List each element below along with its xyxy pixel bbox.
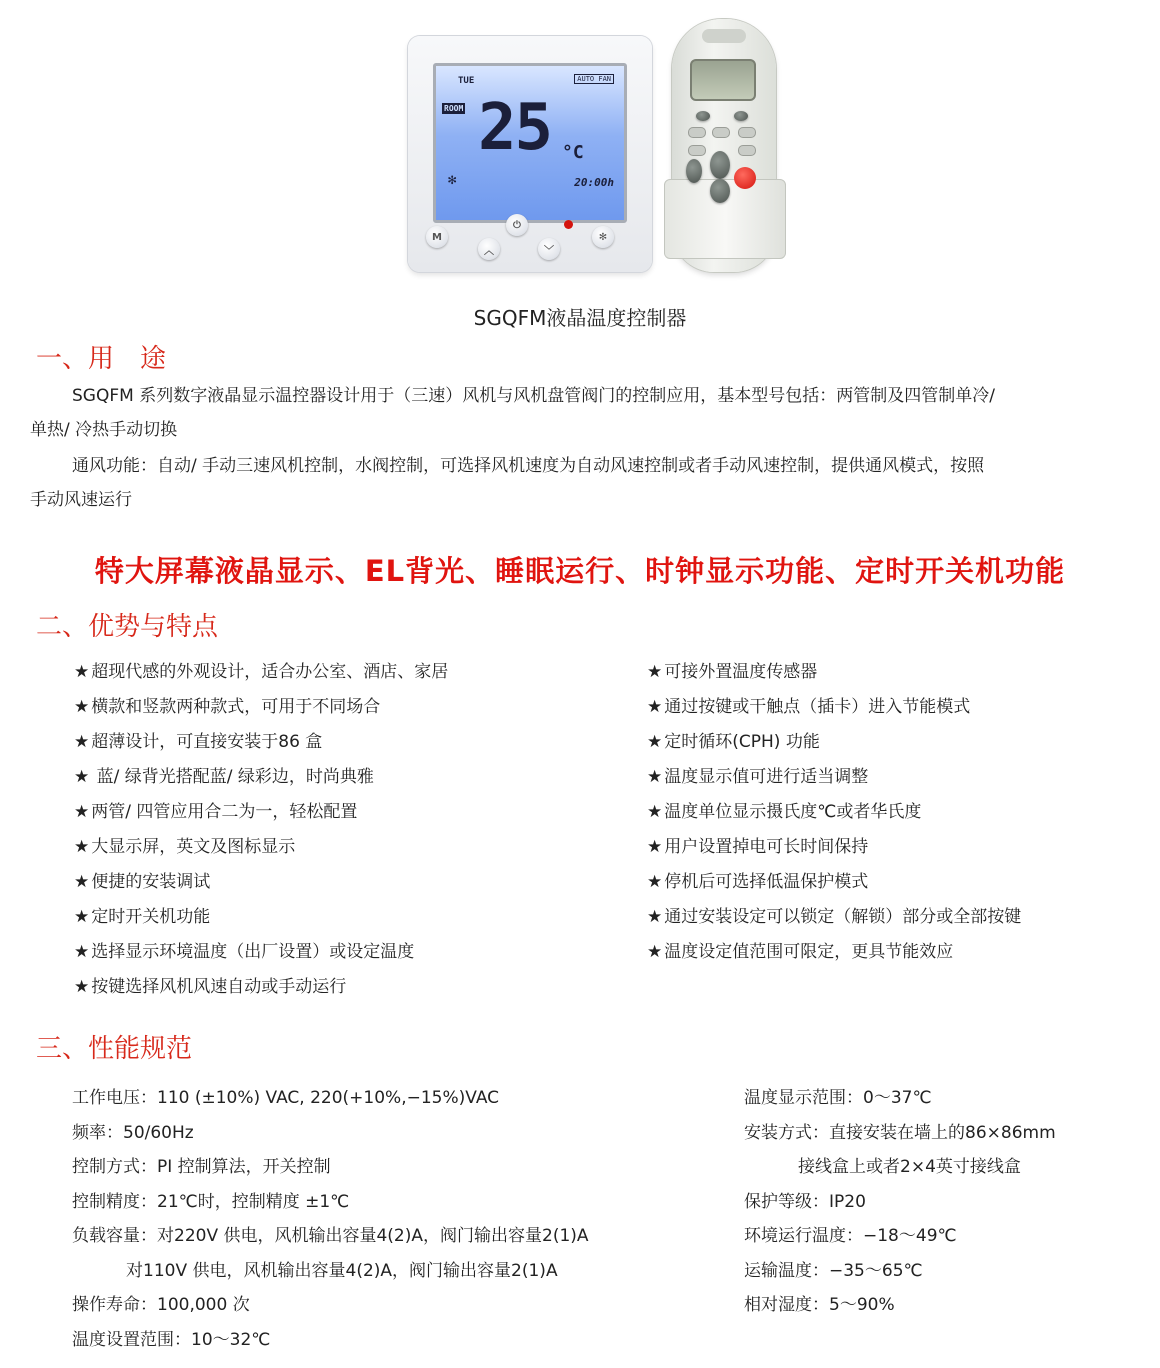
feature-item xyxy=(74,905,448,940)
star-icon: ★ xyxy=(74,767,90,787)
star-icon: ★ xyxy=(647,732,663,752)
star-icon: ★ xyxy=(74,837,90,857)
spec-item: 对110V 供电，风机输出容量4(2)A，阀门输出容量2(1)A xyxy=(72,1260,558,1281)
feature-item xyxy=(74,870,448,905)
lcd-day: TUE xyxy=(458,76,475,86)
feature-text: 蓝/ 绿背光搭配蓝/ 绿彩边，时尚典雅 xyxy=(91,767,374,787)
feature-item xyxy=(74,800,448,835)
star-icon: ★ xyxy=(647,942,663,962)
feature-item xyxy=(647,940,1021,975)
feature-text: 定时开关机功能 xyxy=(91,907,211,927)
lcd-mode: AUTO FAN xyxy=(574,74,614,84)
usage-para-line: SGQFM 系列数字液晶显示温控器设计用于（三速）风机与风机盘管阀门的控制应用，基本型号包括：两管制及四管制单冷/ xyxy=(72,386,995,406)
remote-key xyxy=(696,111,710,121)
feature-item xyxy=(647,905,1021,940)
feature-text: 停机后可选择低温保护模式 xyxy=(664,872,869,892)
spec-item: 温度设置范围：10～32℃ xyxy=(72,1329,271,1350)
remote-key xyxy=(688,145,706,156)
spec-item: 工作电压：110 (±10%) VAC, 220(+10%,−15%)VAC xyxy=(72,1088,500,1108)
remote-key xyxy=(710,151,730,179)
spec-item: 运输温度：−35～65℃ xyxy=(744,1260,923,1281)
feature-text: 定时循环(CPH) 功能 xyxy=(664,732,820,752)
feature-text: 温度显示值可进行适当调整 xyxy=(664,767,869,787)
feature-text: 超现代感的外观设计，适合办公室、酒店、家居 xyxy=(91,662,449,682)
feature-text: 选择显示环境温度（出厂设置）或设定温度 xyxy=(91,942,415,962)
feature-list-right xyxy=(647,660,1021,975)
feature-text: 便捷的安装调试 xyxy=(91,872,211,892)
spec-item: 保护等级：IP20 xyxy=(744,1191,866,1212)
star-icon: ★ xyxy=(647,837,663,857)
lcd-room-label: ROOM xyxy=(444,104,464,113)
section-heading-usage: 一、用 途 xyxy=(36,344,167,374)
usage-para-line: 单热/ 冷热手动切换 xyxy=(30,420,178,440)
star-icon: ★ xyxy=(647,662,663,682)
feature-text: 两管/ 四管应用合二为一，轻松配置 xyxy=(91,802,358,822)
feature-text: 按键选择风机风速自动或手动运行 xyxy=(91,977,347,997)
lcd-time: 20:00h xyxy=(574,176,614,189)
up-button: ︿ xyxy=(478,238,500,260)
feature-item xyxy=(647,730,1021,765)
star-icon: ★ xyxy=(74,872,90,892)
feature-item xyxy=(647,870,1021,905)
spec-item: 环境运行温度：−18～49℃ xyxy=(744,1226,957,1246)
section-heading-specs: 三、性能规范 xyxy=(36,1034,193,1064)
spec-item: 相对湿度：5～90% xyxy=(744,1295,895,1315)
lcd-display xyxy=(433,63,627,223)
feature-item xyxy=(647,660,1021,695)
feature-text: 大显示屏，英文及图标显示 xyxy=(91,837,296,857)
star-icon: ★ xyxy=(74,942,90,962)
spec-item: 频率：50/60Hz xyxy=(72,1122,194,1143)
feature-item xyxy=(647,765,1021,800)
feature-text: 通过安装设定可以锁定（解锁）部分或全部按键 xyxy=(664,907,1022,927)
star-icon: ★ xyxy=(74,802,90,822)
star-icon: ★ xyxy=(647,697,663,717)
remote-key xyxy=(738,145,756,156)
spec-item: 接线盒上或者2×4英寸接线盒 xyxy=(744,1157,1021,1177)
thermostat-illustration xyxy=(408,36,652,272)
fan-icon: ✻ xyxy=(448,172,457,188)
remote-key xyxy=(734,111,748,121)
remote-key xyxy=(738,127,756,138)
feature-banner: 特大屏幕液晶显示、EL背光、睡眠运行、时钟显示功能、定时开关机功能 xyxy=(94,554,1066,588)
feature-item xyxy=(647,835,1021,870)
spec-item: 负载容量：对220V 供电，风机输出容量4(2)A，阀门输出容量2(1)A xyxy=(72,1226,589,1246)
remote-screen xyxy=(690,59,756,101)
feature-item xyxy=(74,660,448,695)
remote-key xyxy=(686,159,702,183)
power-button: ⏻ xyxy=(506,214,528,236)
spec-item: 控制方式：PI 控制算法，开关控制 xyxy=(72,1157,331,1177)
mode-button: M xyxy=(426,226,448,248)
star-icon: ★ xyxy=(74,697,90,717)
spec-list-right xyxy=(744,1086,1056,1328)
lcd-temperature: 25 xyxy=(478,91,552,165)
down-button: ﹀ xyxy=(538,238,560,260)
lcd-unit: °C xyxy=(562,142,584,163)
feature-text: 用户设置掉电可长时间保持 xyxy=(664,837,869,857)
remote-key xyxy=(712,127,730,138)
star-icon: ★ xyxy=(74,662,90,682)
feature-item xyxy=(74,975,448,1010)
remote-key xyxy=(688,127,706,138)
star-icon: ★ xyxy=(647,767,663,787)
feature-list-left xyxy=(74,660,448,1010)
feature-text: 温度设定值范围可限定，更具节能效应 xyxy=(664,942,954,962)
star-icon: ★ xyxy=(647,802,663,822)
star-icon: ★ xyxy=(74,977,90,997)
feature-item xyxy=(74,730,448,765)
spec-item: 控制精度：21℃时，控制精度 ±1℃ xyxy=(72,1191,350,1212)
feature-item xyxy=(74,940,448,975)
star-icon: ★ xyxy=(74,732,90,752)
feature-text: 可接外置温度传感器 xyxy=(664,662,818,682)
fan-button: ✻ xyxy=(592,226,614,248)
spec-item: 安装方式：直接安装在墙上的86×86mm xyxy=(744,1122,1056,1143)
feature-text: 温度单位显示摄氏度℃或者华氏度 xyxy=(664,802,922,822)
star-icon: ★ xyxy=(74,907,90,927)
remote-key xyxy=(710,179,730,203)
feature-text: 横款和竖款两种款式，可用于不同场合 xyxy=(91,697,381,717)
remote-top-window xyxy=(702,29,746,43)
section-heading-features: 二、优势与特点 xyxy=(36,612,219,642)
feature-item xyxy=(74,765,448,800)
spec-item: 温度显示范围：0～37℃ xyxy=(744,1088,932,1108)
spec-item: 操作寿命：100,000 次 xyxy=(72,1295,250,1315)
product-caption: SGQFM液晶温度控制器 xyxy=(473,306,687,330)
feature-text: 通过按键或干触点（插卡）进入节能模式 xyxy=(664,697,971,717)
feature-item xyxy=(74,695,448,730)
ventilation-para-line: 手动风速运行 xyxy=(30,490,132,510)
feature-text: 超薄设计，可直接安装于86 盒 xyxy=(91,732,323,752)
ventilation-para-line: 通风功能：自动/ 手动三速风机控制，水阀控制，可选择风机速度为自动风速控制或者手动风速控制，提供通风模式，按照 xyxy=(72,456,985,476)
remote-control-illustration xyxy=(672,19,776,272)
star-icon: ★ xyxy=(647,907,663,927)
feature-item xyxy=(647,695,1021,730)
star-icon: ★ xyxy=(647,872,663,892)
remote-power-key xyxy=(734,167,756,189)
spec-list-left xyxy=(72,1086,589,1362)
feature-item xyxy=(74,835,448,870)
status-led xyxy=(564,220,573,229)
feature-item xyxy=(647,800,1021,835)
